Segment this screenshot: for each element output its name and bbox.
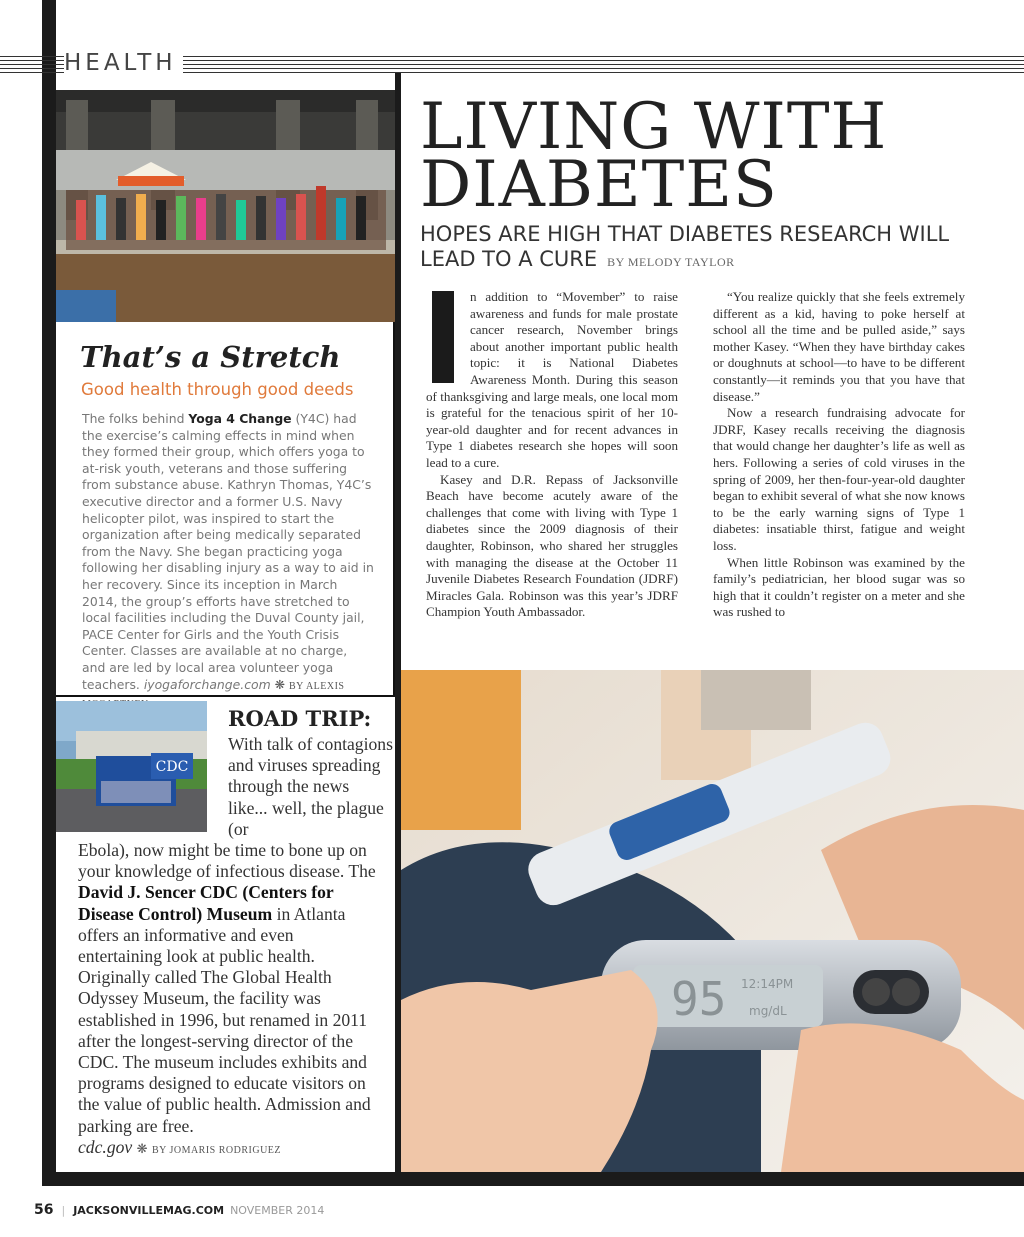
roadtrip-body: With talk of contagions and viruses spreading through the news like... well, the plague (or	[228, 734, 393, 839]
cdc-link[interactable]: cdc.gov	[78, 1136, 133, 1157]
body-text: (Y4C) had the exercise’s calming effects in mind when they formed their group, which offers yoga to at-risk youth, veterans and those suffering from substance abuse. Kathryn Thomas, Y4C’s executive director and a former U.S. Navy helicopter pilot, was inspired to start the organization after being medically separated from the Navy. She began practicing yoga following her disabling injury as a way to aid in her recovery. Since its inception in March 2014, the group’s efforts have stretched to local facilities including the Duval County jail, PACE Center for Girls and the Youth Crisis Center. Classes are available at no charge, and are led by local area volunteer yoga teachers.	[82, 411, 374, 692]
page-spine-bar	[42, 0, 56, 1186]
article-paragraph: “You realize quickly that she feels extremely different as a kid, having to poke herself at school all the time and be pulled aside,” says mother Kasey. “When they have birthday cakes or doughnuts at school—to have to be different constantly—it reminds you that you have that disease.”	[713, 289, 965, 404]
body-text: Ebola), now might be time to bone up on your knowledge of infectious disease. The	[78, 840, 376, 882]
glucose-meter-photo	[401, 670, 1024, 1172]
org-name: Yoga 4 Change	[188, 411, 292, 426]
article-paragraph: Now a research fundraising advocate for JDRF, Kasey recalls receiving the diagnosis that would change her daughter’s life as well as hers. Following a series of cold viruses in the spring of 2009, her then-four-year-old daughter began to exhibit several of what she now knows to be the early warning signs of Type 1 diabetes: insatiable thirst, fatigue and weight loss.	[713, 405, 965, 553]
org-link[interactable]: iyogaforchange.com	[143, 676, 271, 692]
title-line: LIVING WITH	[420, 90, 888, 164]
meter-time: 12:14PM	[741, 977, 794, 991]
body-text: The folks behind	[82, 411, 189, 426]
sidebar-body	[82, 411, 374, 714]
footer-separator: |	[61, 1204, 66, 1217]
title-line: DIABETES	[420, 148, 778, 222]
bottom-rule	[42, 1172, 1024, 1186]
sidebar-subtitle: Good health through good deeds	[81, 380, 354, 399]
page-footer	[34, 1202, 324, 1218]
roadtrip-body-continued	[78, 840, 378, 1161]
sidebar-title: That’s a Stretch	[80, 340, 341, 374]
roadtrip-title: ROAD TRIP:	[228, 706, 372, 731]
article-column-2	[713, 289, 965, 621]
section-label: HEALTH	[64, 48, 183, 78]
article-paragraph: Kasey and D.R. Repass of Jacksonville Beach have become acutely aware of the challenges that come with living with Type 1 diabetes since the 2009 diagnosis of their daughter, Robinson, who shared her struggles with managing the disease at the October 11 Juvenile Diabetes Research Foundation (JDRF) Miracles Gala. Robinson was this year’s JDRF Champion Youth Ambassador.	[426, 471, 678, 620]
article-paragraph: When little Robinson was examined by the family’s pediatrician, her blood sugar was so high that it couldn’t register on a meter and she was rushed to	[713, 554, 965, 620]
cdc-sign-text: CDC	[155, 759, 189, 775]
meter-reading: 95	[671, 972, 727, 1026]
yoga-group-photo	[56, 90, 395, 322]
drop-cap-i	[432, 291, 454, 383]
museum-name: David J. Sencer CDC (Centers for Disease Control) Museum	[78, 882, 334, 924]
byline: BY ALEXIS	[288, 680, 345, 692]
article-paragraph: n addition to “Movember” to raise awareness and funds for male prostate cancer research, November brings about another important public health topic: it is National Diabetes Awareness Month. During this season of thanksgiving and large meals, one local mom is grateful for the tenacious spirit of her 10-year-old daughter and for recent advances in Type 1 diabetes research she hopes will soon lead to a cure.	[426, 289, 678, 470]
site-name: JACKSONVILLEMAG.COM	[73, 1204, 225, 1217]
issue-date: NOVEMBER 2014	[230, 1204, 325, 1217]
page-number: 56	[34, 1202, 54, 1218]
byline: BY JOMARIS RODRIGUEZ	[151, 1144, 282, 1156]
deck-text: HOPES ARE HIGH THAT DIABETES RESEARCH WILL LEAD TO A CURE	[420, 222, 950, 271]
flower-icon: ❋	[136, 1140, 148, 1156]
meter-unit: mg/dL	[749, 1004, 787, 1018]
article-deck	[420, 222, 1000, 275]
body-text: in Atlanta offers an informative and even entertaining look at public health. Originally called The Global Health Odyssey Museum, the facility was established in 1996, but renamed in 2011 after the longest-serving director of the CDC. The museum includes exhibits and programs designed to educate visitors on the value of public health. Admission and parking are free.	[78, 903, 371, 1136]
article-title	[420, 90, 888, 222]
flower-icon: ❋	[274, 676, 286, 692]
cdc-sign-photo	[56, 701, 207, 832]
article-column-1	[426, 289, 678, 621]
article-byline: BY MELODY TAYLOR	[607, 255, 735, 269]
